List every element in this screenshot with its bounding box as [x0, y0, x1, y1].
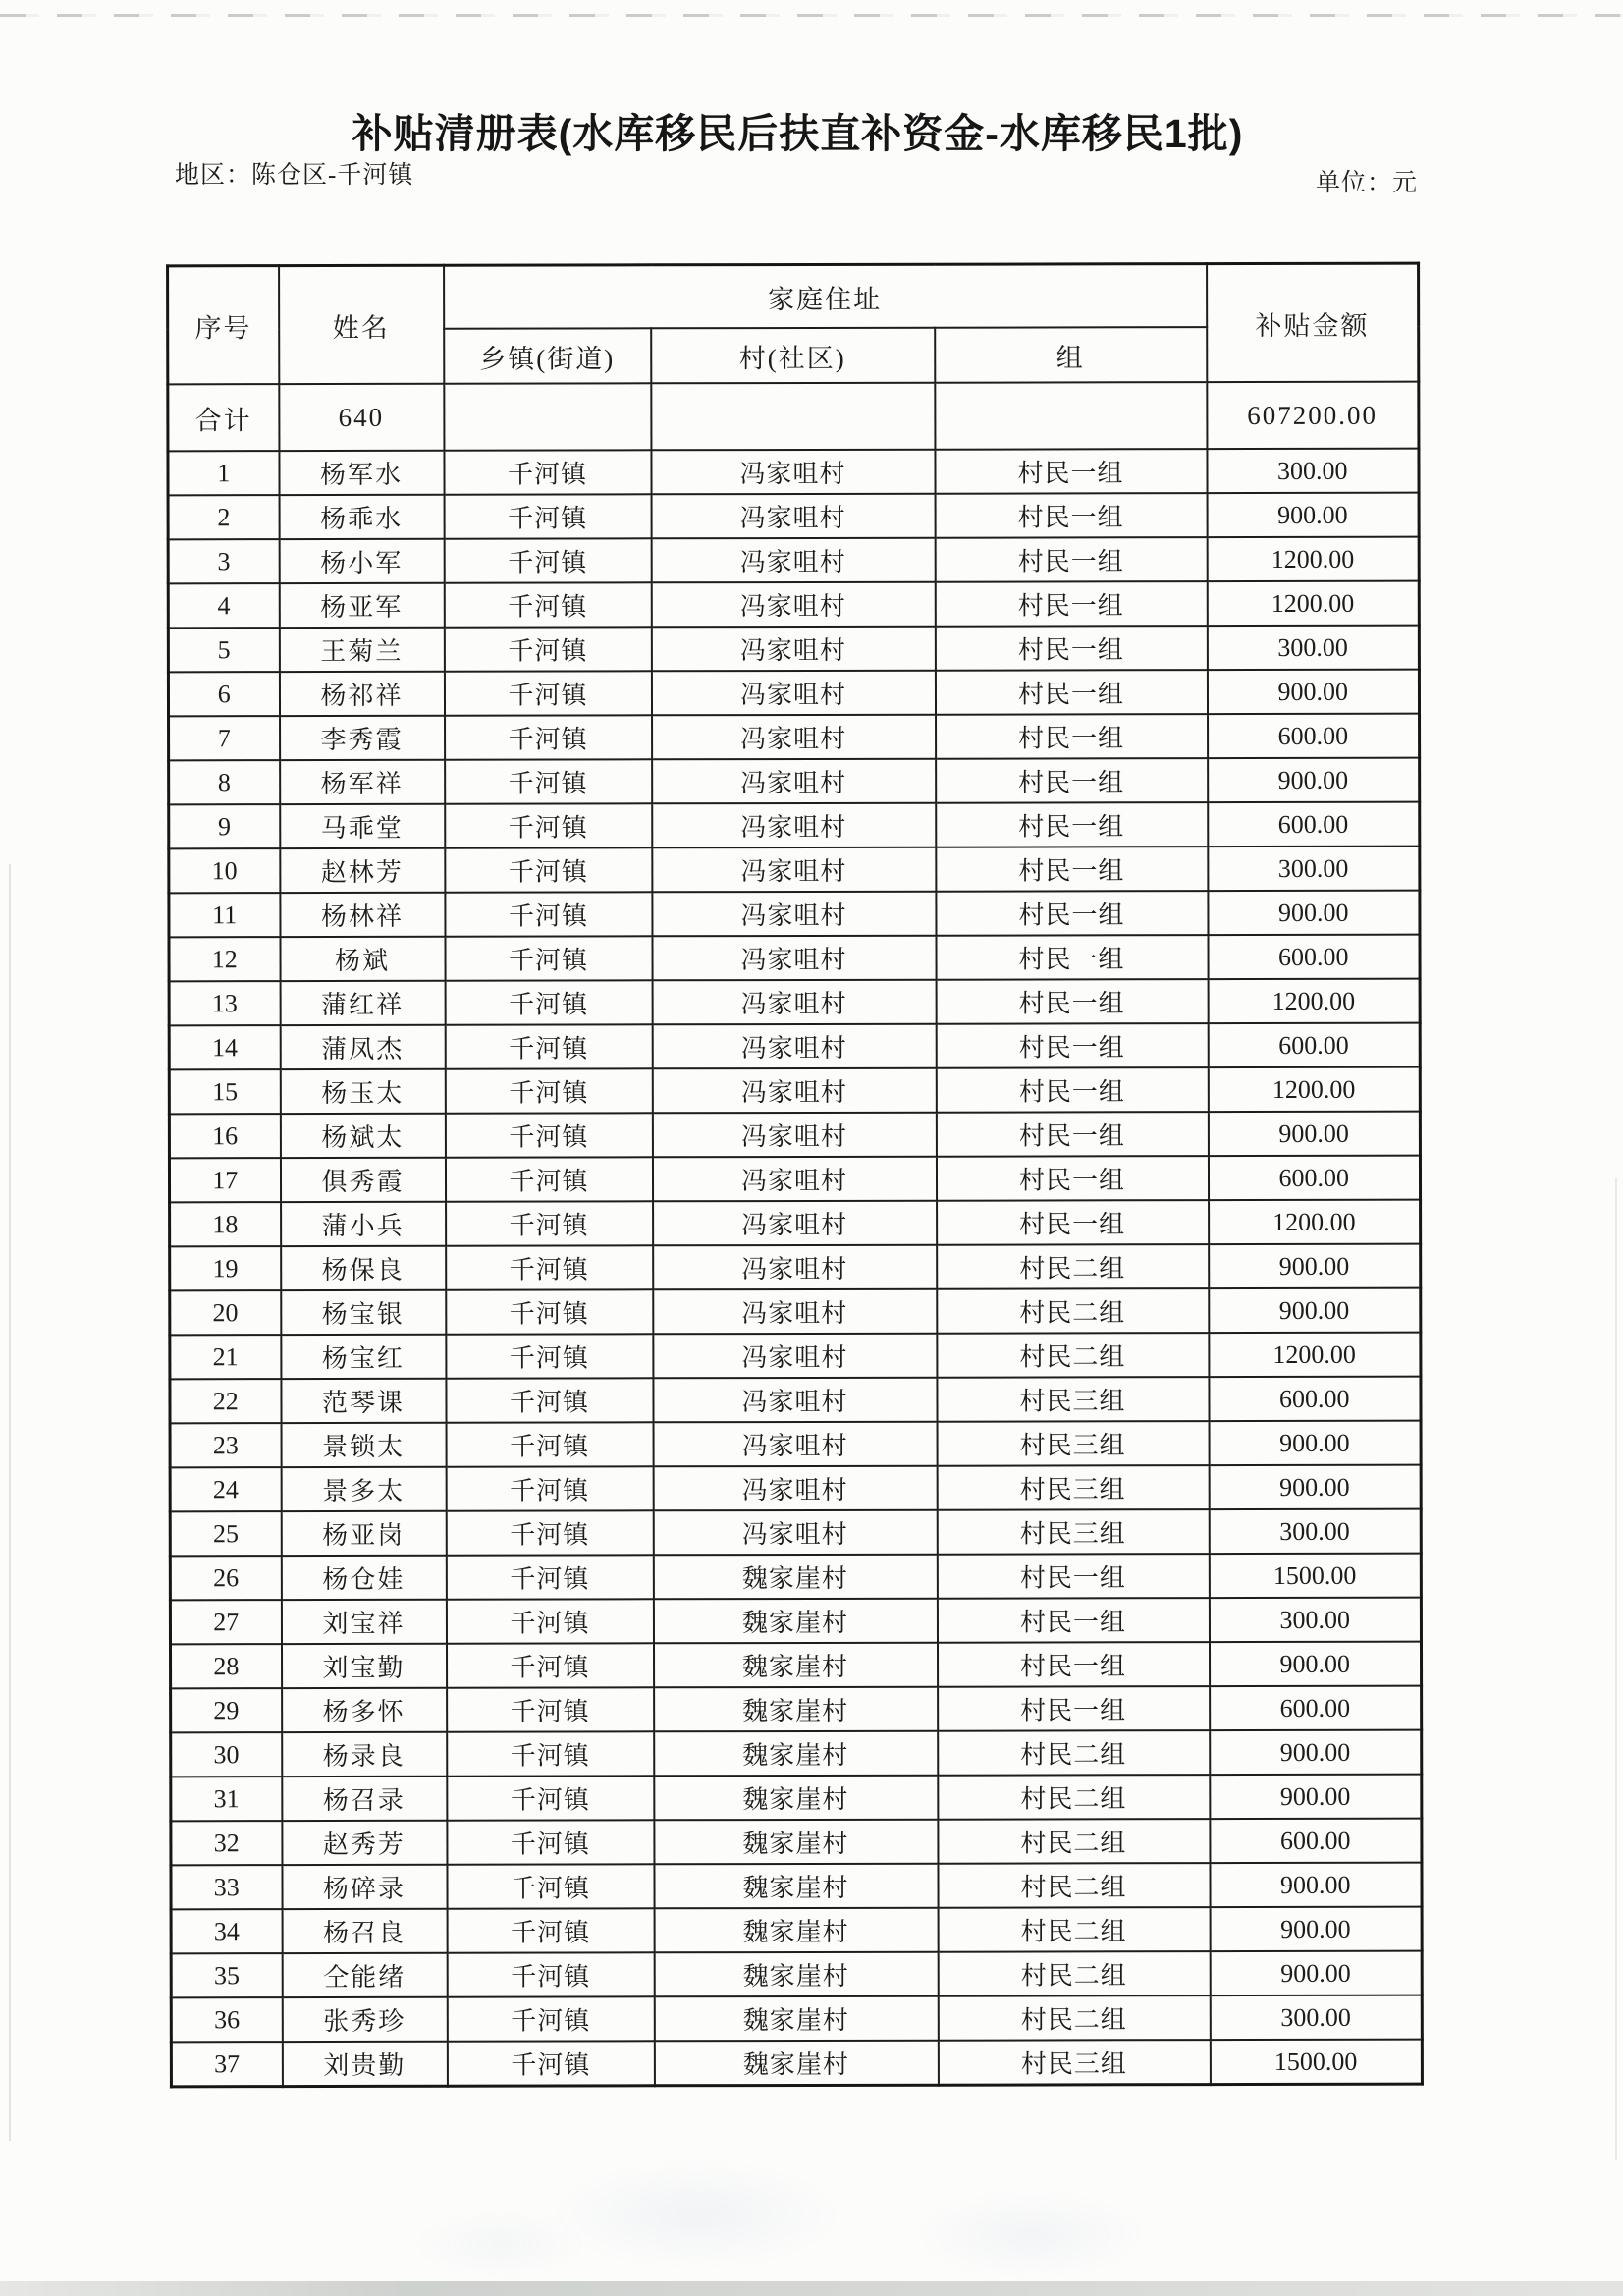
cell-town: 千河镇 — [444, 538, 651, 582]
cell-seq: 34 — [171, 1909, 282, 1953]
cell-town: 千河镇 — [445, 892, 652, 936]
cell-name: 杨宝银 — [281, 1290, 446, 1335]
cell-seq: 9 — [169, 804, 280, 848]
cell-name: 赵林芳 — [280, 848, 445, 893]
cell-seq: 15 — [169, 1069, 280, 1114]
cell-name: 杨录良 — [282, 1732, 447, 1777]
cell-seq: 17 — [169, 1158, 280, 1202]
cell-seq: 16 — [169, 1114, 280, 1158]
cell-amount: 1200.00 — [1209, 1200, 1421, 1244]
cell-name: 刘宝勤 — [281, 1644, 446, 1688]
unit-label: 单位：元 — [1316, 170, 1419, 196]
cell-name: 景锁太 — [281, 1423, 446, 1467]
cell-amount: 600.00 — [1210, 1819, 1422, 1863]
cell-village: 冯家咀村 — [653, 1466, 937, 1511]
cell-village: 魏家崖村 — [654, 1820, 938, 1865]
cell-group: 村民三组 — [938, 2040, 1210, 2085]
cell-seq: 32 — [171, 1821, 282, 1865]
cell-name: 杨斌 — [280, 937, 445, 981]
cell-amount: 900.00 — [1209, 1288, 1421, 1333]
cell-village: 冯家咀村 — [653, 1289, 937, 1335]
cell-village: 魏家崖村 — [654, 2041, 938, 2086]
cell-group: 村民三组 — [937, 1509, 1209, 1555]
cell-amount: 900.00 — [1210, 1907, 1422, 1951]
cell-amount: 1200.00 — [1208, 1067, 1420, 1112]
cell-name: 张秀珍 — [282, 1997, 447, 2042]
cell-group: 村民三组 — [937, 1465, 1209, 1510]
cell-amount: 300.00 — [1209, 1598, 1421, 1642]
cell-name: 景多太 — [281, 1467, 446, 1511]
cell-amount: 900.00 — [1207, 493, 1419, 537]
cell-village: 魏家崖村 — [654, 1996, 938, 2042]
cell-village: 冯家咀村 — [653, 1378, 937, 1423]
cell-amount: 300.00 — [1207, 449, 1419, 493]
cell-seq: 21 — [170, 1335, 281, 1379]
table-row — [170, 1554, 1421, 1601]
cell-town: 千河镇 — [445, 1068, 652, 1113]
cell-amount: 600.00 — [1208, 1023, 1420, 1067]
table-row — [169, 714, 1420, 761]
cell-seq: 19 — [170, 1246, 281, 1290]
cell-seq: 24 — [170, 1467, 281, 1511]
cell-seq: 1 — [168, 451, 279, 495]
cell-town: 千河镇 — [445, 1024, 652, 1068]
cell-name: 杨亚岗 — [281, 1511, 446, 1556]
cell-village: 魏家崖村 — [654, 1952, 938, 1997]
cell-village: 魏家崖村 — [654, 1687, 938, 1732]
cell-amount: 1200.00 — [1208, 979, 1420, 1023]
cell-amount: 1200.00 — [1207, 537, 1419, 581]
cell-group: 村民一组 — [936, 847, 1208, 892]
cell-seq: 31 — [171, 1777, 282, 1821]
cell-town: 千河镇 — [447, 1776, 654, 1820]
cell-seq: 8 — [169, 760, 280, 804]
table-row — [171, 1995, 1422, 2043]
cell-name: 杨小军 — [279, 539, 444, 583]
cell-town: 千河镇 — [445, 715, 652, 759]
cell-amount: 900.00 — [1208, 1112, 1420, 1156]
cell-village: 冯家咀村 — [652, 892, 936, 937]
cell-seq: 18 — [170, 1202, 281, 1246]
cell-village: 冯家咀村 — [653, 1422, 937, 1467]
cell-seq: 6 — [168, 672, 279, 716]
table-row — [168, 449, 1419, 496]
cell-group: 村民一组 — [936, 758, 1208, 803]
cell-seq: 36 — [171, 1997, 282, 2042]
cell-group: 村民一组 — [937, 1642, 1209, 1687]
cell-group: 村民一组 — [936, 802, 1208, 847]
cell-town: 千河镇 — [447, 1908, 654, 1952]
document-title: 补贴清册表(水库移民后扶直补资金-水库移民1批) — [352, 111, 1244, 156]
cell-seq: 23 — [170, 1423, 281, 1467]
table-row — [171, 1907, 1422, 1954]
cell-name: 杨召录 — [282, 1777, 447, 1821]
cell-village: 冯家咀村 — [651, 450, 935, 495]
cell-town: 千河镇 — [444, 627, 651, 671]
cell-name: 杨宝红 — [281, 1335, 446, 1379]
total-town-empty — [444, 383, 651, 450]
cell-group: 村民一组 — [936, 891, 1208, 936]
cell-group: 村民一组 — [935, 493, 1207, 538]
cell-village: 冯家咀村 — [652, 1024, 936, 1069]
header-name: 姓名 — [279, 265, 444, 384]
cell-town: 千河镇 — [445, 936, 652, 980]
cell-village: 冯家咀村 — [653, 1201, 937, 1246]
cell-name: 杨召良 — [282, 1909, 447, 1953]
cell-town: 千河镇 — [445, 803, 652, 847]
table-row — [168, 626, 1419, 673]
cell-village: 冯家咀村 — [652, 936, 936, 981]
table-row — [169, 935, 1420, 982]
cell-amount: 600.00 — [1208, 935, 1420, 979]
table-row — [171, 1951, 1422, 1998]
cell-village: 魏家崖村 — [654, 1776, 938, 1821]
cell-village: 冯家咀村 — [652, 847, 936, 893]
cell-amount: 600.00 — [1208, 802, 1420, 847]
total-count: 640 — [279, 384, 444, 451]
cell-amount: 900.00 — [1208, 758, 1420, 802]
cell-name: 范琴课 — [281, 1379, 446, 1423]
cell-town: 千河镇 — [447, 1731, 654, 1776]
cell-name: 杨多怀 — [282, 1688, 447, 1732]
table-row — [171, 1775, 1422, 1822]
table-row — [170, 1200, 1421, 1247]
cell-name: 杨玉太 — [280, 1069, 445, 1114]
scan-right-edge-artifact — [1615, 1178, 1617, 2160]
cell-seq: 30 — [171, 1732, 282, 1777]
header-address-group: 家庭住址 — [444, 264, 1207, 329]
cell-amount: 900.00 — [1210, 1730, 1422, 1775]
cell-name: 杨保良 — [281, 1246, 446, 1290]
cell-village: 冯家咀村 — [652, 1113, 936, 1158]
cell-seq: 7 — [169, 716, 280, 760]
cell-amount: 600.00 — [1208, 714, 1420, 758]
cell-amount: 900.00 — [1207, 670, 1419, 714]
cell-village: 冯家咀村 — [652, 715, 936, 760]
cell-village: 魏家崖村 — [653, 1643, 937, 1688]
cell-town: 千河镇 — [445, 759, 652, 803]
subsidy-register-table — [166, 262, 1424, 2089]
cell-group: 村民一组 — [936, 979, 1208, 1024]
table-row — [169, 1156, 1420, 1203]
cell-name: 杨军祥 — [280, 760, 445, 804]
cell-village: 冯家咀村 — [651, 538, 935, 583]
cell-village: 魏家崖村 — [653, 1555, 937, 1600]
table-row — [170, 1598, 1421, 1645]
cell-village: 冯家咀村 — [652, 1068, 936, 1114]
cell-village: 冯家咀村 — [652, 759, 936, 804]
table-row — [171, 1863, 1422, 1910]
cell-name: 马乖堂 — [280, 804, 445, 848]
cell-seq: 11 — [169, 893, 280, 937]
cell-name: 杨军水 — [279, 451, 444, 495]
cell-town: 千河镇 — [444, 582, 651, 627]
cell-town: 千河镇 — [445, 1157, 652, 1201]
cell-village: 冯家咀村 — [651, 671, 935, 716]
cell-amount: 600.00 — [1210, 1686, 1422, 1730]
cell-group: 村民二组 — [938, 1951, 1210, 1996]
cell-village: 冯家咀村 — [653, 1510, 937, 1556]
scan-top-edge-artifact — [0, 14, 1623, 17]
cell-name: 杨亚军 — [279, 583, 444, 628]
cell-seq: 2 — [168, 495, 279, 539]
cell-village: 冯家咀村 — [651, 627, 935, 672]
cell-name: 赵秀芳 — [282, 1821, 447, 1865]
cell-town: 千河镇 — [446, 1422, 653, 1466]
cell-group: 村民一组 — [935, 670, 1207, 715]
cell-group: 村民二组 — [937, 1333, 1209, 1378]
cell-amount: 1200.00 — [1207, 581, 1419, 626]
cell-seq: 25 — [170, 1511, 281, 1556]
cell-village: 魏家崖村 — [654, 1731, 938, 1777]
cell-group: 村民二组 — [938, 1995, 1210, 2041]
cell-amount: 900.00 — [1208, 891, 1420, 935]
cell-village: 冯家咀村 — [651, 582, 935, 628]
cell-amount: 900.00 — [1210, 1951, 1422, 1995]
cell-amount: 1500.00 — [1209, 1554, 1421, 1598]
cell-name: 蒲凤杰 — [280, 1025, 445, 1069]
cell-town: 千河镇 — [444, 494, 651, 538]
cell-group: 村民一组 — [935, 449, 1207, 494]
cell-town: 千河镇 — [447, 1952, 654, 1996]
cell-seq: 37 — [171, 2042, 282, 2087]
cell-group: 村民二组 — [937, 1288, 1209, 1334]
cell-town: 千河镇 — [447, 1820, 654, 1864]
table-row — [169, 1067, 1420, 1115]
cell-group: 村民二组 — [938, 1863, 1210, 1908]
cell-town: 千河镇 — [444, 450, 651, 494]
cell-name: 杨林祥 — [280, 893, 445, 937]
cell-village: 冯家咀村 — [652, 980, 936, 1025]
ink-bleed-artifact — [550, 2160, 844, 2269]
cell-village: 冯家咀村 — [651, 494, 935, 539]
cell-group: 村民一组 — [935, 581, 1207, 627]
header-seq: 序号 — [168, 266, 279, 385]
table-row — [169, 1112, 1420, 1159]
cell-seq: 13 — [169, 981, 280, 1025]
cell-seq: 28 — [170, 1644, 281, 1688]
table-row — [170, 1509, 1421, 1557]
cell-town: 千河镇 — [446, 1555, 653, 1599]
table-row — [169, 758, 1420, 805]
table-row — [171, 2040, 1422, 2087]
region-label: 地区：陈仓区-千河镇 — [175, 162, 414, 189]
cell-name: 刘宝祥 — [281, 1600, 446, 1644]
cell-group: 村民三组 — [937, 1421, 1209, 1466]
cell-name: 仝能绪 — [282, 1953, 447, 1997]
cell-town: 千河镇 — [446, 1378, 653, 1422]
table-row — [171, 1686, 1422, 1733]
cell-amount: 300.00 — [1208, 847, 1420, 891]
cell-group: 村民一组 — [936, 1067, 1208, 1113]
cell-group: 村民三组 — [937, 1377, 1209, 1422]
header-village: 村(社区) — [651, 328, 935, 384]
cell-town: 千河镇 — [447, 1687, 654, 1731]
cell-name: 王菊兰 — [279, 628, 444, 672]
cell-village: 冯家咀村 — [652, 803, 936, 848]
scan-left-edge-artifact — [9, 864, 11, 2141]
cell-village: 魏家崖村 — [654, 1908, 938, 1953]
cell-amount: 300.00 — [1210, 1995, 1422, 2040]
table-row — [170, 1642, 1421, 1689]
cell-name: 蒲小兵 — [281, 1202, 446, 1246]
cell-group: 村民二组 — [938, 1819, 1210, 1864]
cell-seq: 4 — [168, 583, 279, 628]
table-row — [170, 1288, 1421, 1336]
scan-bottom-edge-artifact — [0, 2281, 1623, 2296]
cell-amount: 900.00 — [1209, 1642, 1421, 1686]
cell-seq: 3 — [168, 539, 279, 583]
table-row — [168, 581, 1419, 629]
cell-town: 千河镇 — [444, 671, 651, 715]
cell-name: 杨碎录 — [282, 1865, 447, 1909]
cell-name: 俱秀霞 — [280, 1158, 445, 1202]
cell-village: 魏家崖村 — [653, 1599, 937, 1644]
table-row — [169, 979, 1420, 1026]
cell-seq: 26 — [170, 1556, 281, 1600]
cell-seq: 35 — [171, 1953, 282, 1997]
cell-town: 千河镇 — [445, 1113, 652, 1157]
cell-amount: 1200.00 — [1209, 1333, 1421, 1377]
cell-group: 村民一组 — [936, 1156, 1208, 1201]
cell-amount: 300.00 — [1209, 1509, 1421, 1554]
table-row — [171, 1730, 1422, 1777]
cell-town: 千河镇 — [446, 1510, 653, 1555]
cell-group: 村民一组 — [935, 626, 1207, 671]
cell-group: 村民一组 — [937, 1554, 1209, 1599]
cell-amount: 1500.00 — [1210, 2040, 1422, 2085]
cell-town: 千河镇 — [446, 1245, 653, 1289]
cell-name: 李秀霞 — [280, 716, 445, 760]
cell-name: 杨仓娃 — [281, 1556, 446, 1600]
cell-seq: 20 — [170, 1290, 281, 1335]
cell-amount: 900.00 — [1210, 1775, 1422, 1819]
total-row — [168, 382, 1419, 452]
table-row — [170, 1333, 1421, 1380]
cell-amount: 600.00 — [1209, 1377, 1421, 1421]
cell-amount: 300.00 — [1207, 626, 1419, 670]
cell-town: 千河镇 — [446, 1334, 653, 1378]
cell-town: 千河镇 — [446, 1201, 653, 1245]
cell-town: 千河镇 — [447, 1996, 654, 2041]
cell-amount: 900.00 — [1210, 1863, 1422, 1907]
table-row — [168, 670, 1419, 717]
header-group: 组 — [935, 327, 1207, 383]
cell-town: 千河镇 — [447, 1864, 654, 1908]
total-group-empty — [935, 382, 1207, 450]
table-row — [170, 1377, 1421, 1424]
cell-name: 刘贵勤 — [282, 2042, 447, 2087]
cell-group: 村民一组 — [936, 935, 1208, 980]
cell-name: 蒲红祥 — [280, 981, 445, 1025]
table-row — [170, 1244, 1421, 1291]
table-row — [170, 1465, 1421, 1512]
total-label: 合计 — [168, 384, 279, 451]
cell-seq: 27 — [170, 1600, 281, 1644]
cell-town: 千河镇 — [445, 847, 652, 892]
cell-amount: 900.00 — [1209, 1244, 1421, 1288]
cell-village: 冯家咀村 — [652, 1157, 936, 1202]
cell-group: 村民二组 — [937, 1244, 1209, 1289]
cell-village: 冯家咀村 — [653, 1334, 937, 1379]
cell-town: 千河镇 — [446, 1466, 653, 1510]
header-amount: 补贴金额 — [1207, 263, 1419, 382]
cell-group: 村民二组 — [938, 1775, 1210, 1820]
cell-name: 杨乖水 — [279, 495, 444, 539]
table-row — [169, 1023, 1420, 1070]
cell-group: 村民一组 — [936, 1112, 1208, 1157]
cell-group: 村民一组 — [935, 537, 1207, 582]
cell-group: 村民一组 — [936, 714, 1208, 759]
cell-seq: 5 — [168, 628, 279, 672]
cell-seq: 10 — [169, 848, 280, 893]
cell-group: 村民一组 — [937, 1598, 1209, 1643]
cell-seq: 29 — [171, 1688, 282, 1732]
cell-seq: 33 — [171, 1865, 282, 1909]
cell-seq: 14 — [169, 1025, 280, 1069]
cell-group: 村民一组 — [936, 1023, 1208, 1068]
ink-bleed-artifact — [412, 2210, 589, 2278]
cell-group: 村民一组 — [938, 1686, 1210, 1731]
table-row — [168, 493, 1419, 540]
header-town: 乡镇(街道) — [444, 328, 651, 383]
cell-town: 千河镇 — [446, 1643, 653, 1687]
table-row — [169, 891, 1420, 938]
table-row — [169, 847, 1420, 894]
cell-group: 村民二组 — [938, 1730, 1210, 1776]
cell-seq: 22 — [170, 1379, 281, 1423]
cell-amount: 600.00 — [1208, 1156, 1420, 1200]
table-row — [170, 1421, 1421, 1468]
cell-town: 千河镇 — [447, 2041, 654, 2086]
cell-group: 村民一组 — [937, 1200, 1209, 1245]
cell-group: 村民二组 — [938, 1907, 1210, 1952]
cell-town: 千河镇 — [446, 1289, 653, 1334]
cell-name: 杨祁祥 — [279, 672, 444, 716]
cell-amount: 900.00 — [1209, 1421, 1421, 1465]
total-village-empty — [651, 383, 935, 451]
cell-amount: 900.00 — [1209, 1465, 1421, 1509]
total-amount: 607200.00 — [1207, 382, 1419, 449]
cell-village: 冯家咀村 — [653, 1245, 937, 1290]
cell-town: 千河镇 — [445, 980, 652, 1024]
table-row — [169, 802, 1420, 849]
cell-town: 千河镇 — [446, 1599, 653, 1643]
ink-bleed-artifact — [913, 2190, 1149, 2278]
table-row — [171, 1819, 1422, 1866]
cell-village: 魏家崖村 — [654, 1864, 938, 1909]
cell-name: 杨斌太 — [280, 1114, 445, 1158]
table-row — [168, 537, 1419, 584]
cell-seq: 12 — [169, 937, 280, 981]
